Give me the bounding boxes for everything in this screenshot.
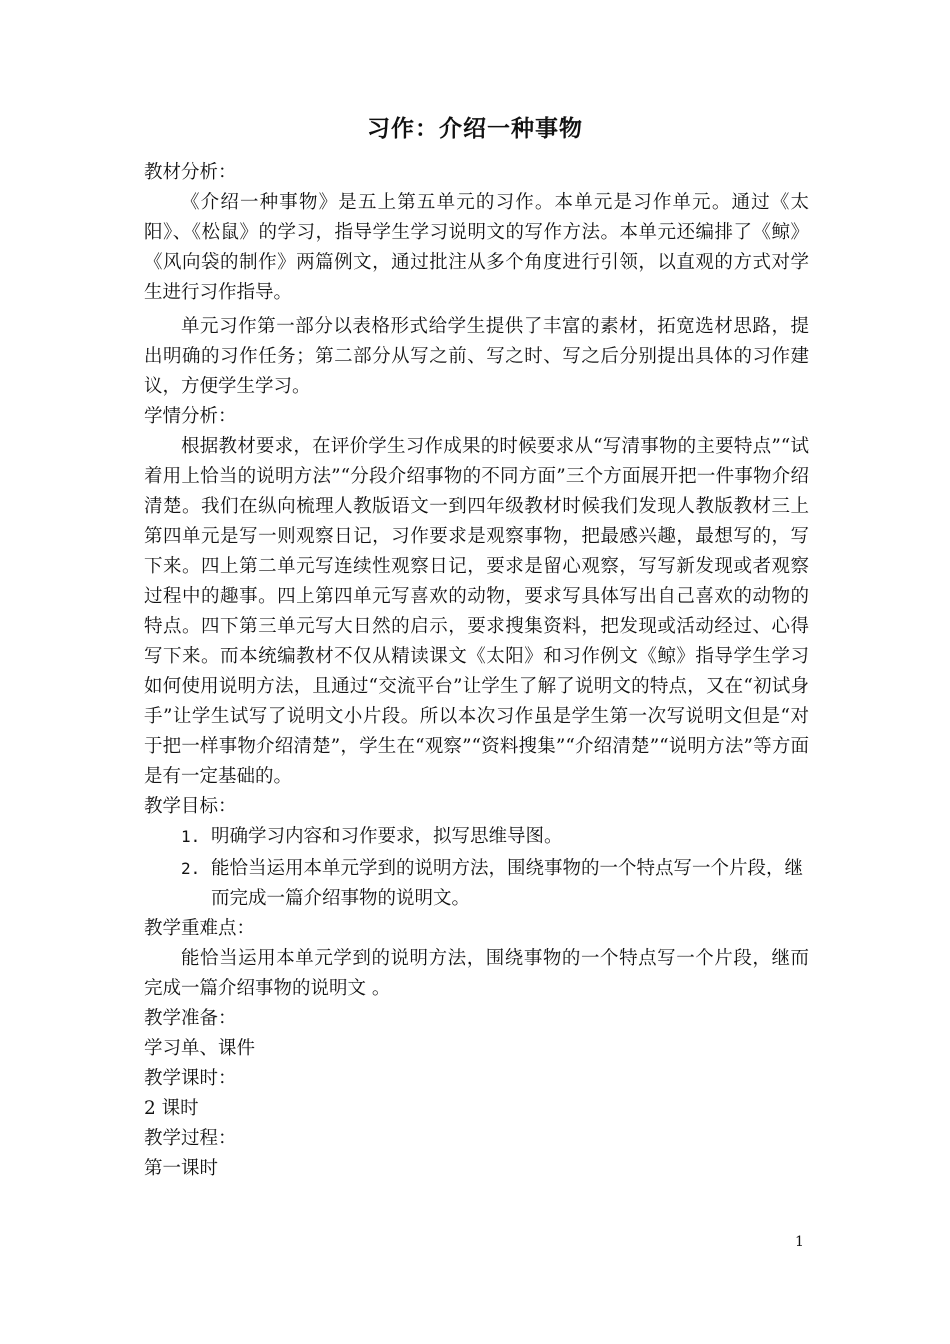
- document-body: [144, 158, 809, 1184]
- section-heading-preparation: 教学准备：: [144, 1008, 237, 1029]
- goal-list-number: 1.: [181, 827, 201, 846]
- document-title: 习作：介绍一种事物: [367, 116, 583, 142]
- paragraph-textbook-analysis-1: 《介绍一种事物》是五上第五单元的习作。本单元是习作单元。通过《太阳》、《松鼠》的学习，指导学生学习说明文的写作方法。本单元还编排了《鲸》《风向袋的制作》两篇例文，通过批注从多个角度进行引领，以直观的方式对学生进行习作指导。: [144, 192, 809, 303]
- goal-list-item: [144, 822, 809, 852]
- paragraph-textbook-analysis-2: 单元习作第一部分以表格形式给学生提供了丰富的素材，拓宽选材思路，提出明确的习作任务；第二部分从写之前、写之时、写之后分别提出具体的习作建议，方便学生学习。: [144, 316, 809, 397]
- lesson-subheading: 第一课时: [144, 1158, 219, 1179]
- paragraph-student-analysis: 根据教材要求，在评价学生习作成果的时候要求从“写清事物的主要特点”“试着用上恰当的说明方法”“分段介绍事物的不同方面”三个方面展开把一件事物介绍清楚。我们在纵向梳理人教版语文一到四年级教材时候我们发现人教版教材三上第四单元是写一则观察日记，习作要求是观察事物，把最感兴趣，最想写的，写下来。四上第二单元写连续性观察日记，要求是留心观察，写写新发现或者观察过程中的趣事。四上第四单元写喜欢的动物，要求写具体写出自己喜欢的动物的特点。四下第三单元写大日然的启示，要求搜集资料，把发现或活动经过、心得写下来。而本统编教材不仅从精读课文《太阳》和习作例文《鲸》指导学生学习如何使用说明方法，且通过“交流平台”让学生了解了说明文的特点，又在“初试身手”让学生试写了说明文小片段。所以本次习作虽是学生第一次写说明文但是“对于把一样事物介绍清楚”，学生在“观察”“资料搜集”“介绍清楚”“说明方法”等方面是有一定基础的。: [144, 436, 809, 787]
- section-heading-class-hours: 教学课时：: [144, 1068, 237, 1089]
- section-heading-process: 教学过程：: [144, 1128, 237, 1149]
- preparation-text: 学习单、课件: [144, 1038, 256, 1059]
- section-heading-textbook-analysis: 教材分析：: [144, 162, 237, 183]
- section-heading-key-points: 教学重难点：: [144, 918, 256, 939]
- page-number: 1: [795, 1234, 804, 1250]
- goal-list-text: 能恰当运用本单元学到的说明方法，围绕事物的一个特点写一个片段，继而完成一篇介绍事物的说明文。: [211, 858, 804, 909]
- section-heading-student-analysis: 学情分析：: [144, 406, 237, 427]
- class-hours-text: 2 课时: [144, 1098, 199, 1119]
- goal-list-text: 明确学习内容和习作要求，拟写思维导图。: [211, 826, 563, 847]
- section-heading-teaching-goals: 教学目标：: [144, 796, 237, 817]
- paragraph-key-points: 能恰当运用本单元学到的说明方法，围绕事物的一个特点写一个片段，继而完成一篇介绍事物的说明文 。: [144, 948, 809, 999]
- goal-list-item: [144, 854, 809, 914]
- goal-list-number: 2.: [181, 859, 201, 878]
